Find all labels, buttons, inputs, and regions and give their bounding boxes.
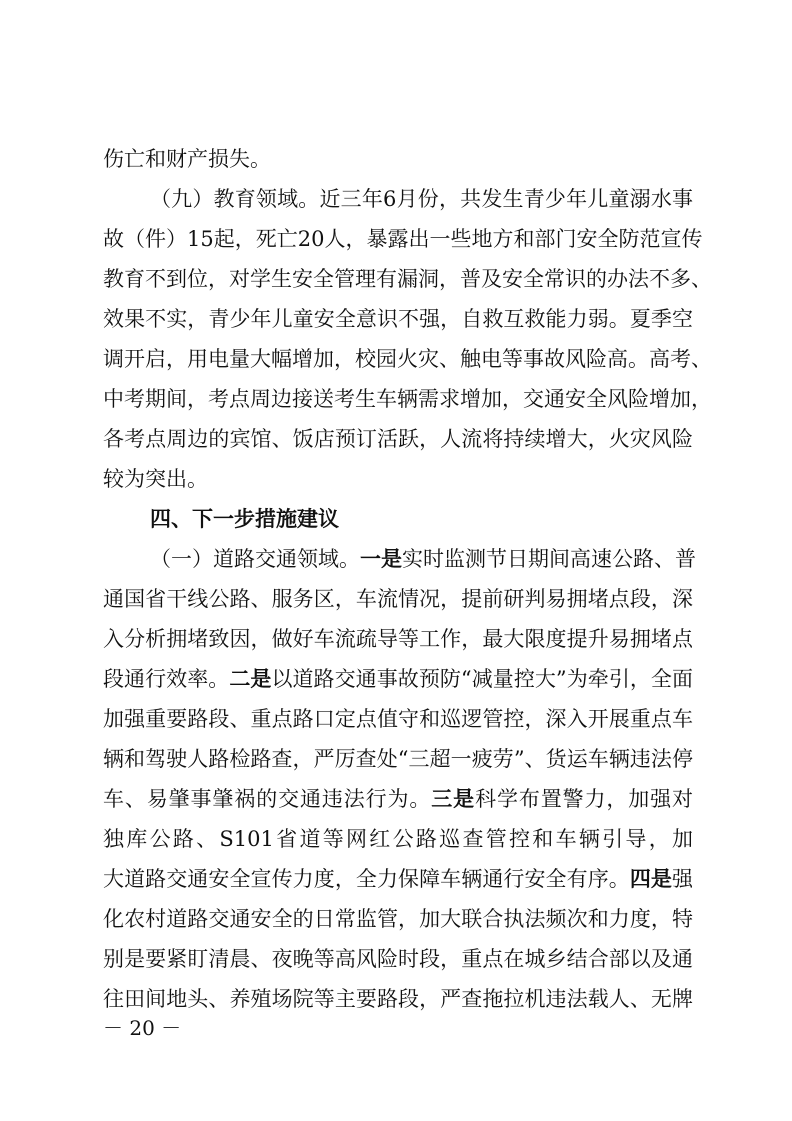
text-line: 效果不实，青少年儿童安全意识不强，自救互救能力弱。夏季空 — [103, 307, 693, 331]
text-segment: 段通行效率。 — [103, 667, 230, 691]
text-line — [103, 782, 693, 816]
subsection-label: （一）道路交通领域。 — [150, 547, 360, 571]
marker-one: 一是 — [360, 547, 402, 571]
text-line: 化农村道路交通安全的日常监管，加大联合执法频次和力度，特 — [103, 907, 693, 931]
text-line — [150, 542, 696, 576]
text-line: 加强重要路段、重点路口定点值守和巡逻管控，深入开展重点车 — [103, 707, 693, 731]
text-line: 别是要紧盯清晨、夜晚等高风险时段，重点在城乡结合部以及通 — [103, 947, 693, 971]
text-segment: 以道路交通事故预防“减量控大”为牵引，全面 — [271, 667, 693, 691]
text-line: 故（件）15起，死亡20人，暴露出一些地方和部门安全防范宣传 — [103, 227, 703, 251]
marker-two: 二是 — [229, 667, 272, 691]
text-line: （九）教育领域。近三年6月份，共发生青少年儿童溺水事 — [150, 187, 693, 211]
text-line: 中考期间，考点周边接送考生车辆需求增加，交通安全风险增加， — [103, 387, 712, 411]
text-line — [103, 662, 693, 696]
marker-three: 三是 — [431, 787, 476, 811]
text-segment: 科学布置警力，加强对 — [475, 787, 694, 811]
marker-four: 四是 — [629, 867, 673, 891]
text-line — [103, 862, 693, 896]
text-line: 入分析拥堵致因，做好车流疏导等工作，最大限度提升易拥堵点 — [103, 627, 693, 651]
text-line: 通国省干线公路、服务区，车流情况，提前研判易拥堵点段，深 — [103, 587, 693, 611]
section-heading: 四、下一步措施建议 — [150, 507, 339, 531]
text-line: 较为突出。 — [103, 467, 208, 491]
text-segment: 强 — [672, 867, 694, 891]
text-line: 往田间地头、养殖场院等主要路段，严查拖拉机违法载人、无牌 — [103, 987, 693, 1011]
text-segment: 大道路交通安全宣传力度，全力保障车辆通行安全有序。 — [103, 867, 630, 891]
page-number: － 20 － — [103, 1016, 182, 1040]
text-line: 辆和驾驶人路检路查，严厉查处“三超一疲劳”、货运车辆违法停 — [103, 747, 693, 771]
text-line: 教育不到位，对学生安全管理有漏洞，普及安全常识的办法不多、 — [103, 267, 712, 291]
text-line: 各考点周边的宾馆、饭店预订活跃，人流将持续增大，火灾风险 — [103, 427, 693, 451]
text-line: 伤亡和财产损失。 — [103, 147, 271, 171]
text-line: 调开启，用电量大幅增加，校园火灾、触电等事故风险高。高考、 — [103, 347, 712, 371]
text-segment: 实时监测节日期间高速公路、普 — [402, 547, 696, 571]
text-segment: 车、易肇事肇祸的交通违法行为。 — [103, 787, 432, 811]
text-line: 独库公路、S101省道等网红公路巡查管控和车辆引导，加 — [103, 827, 693, 851]
